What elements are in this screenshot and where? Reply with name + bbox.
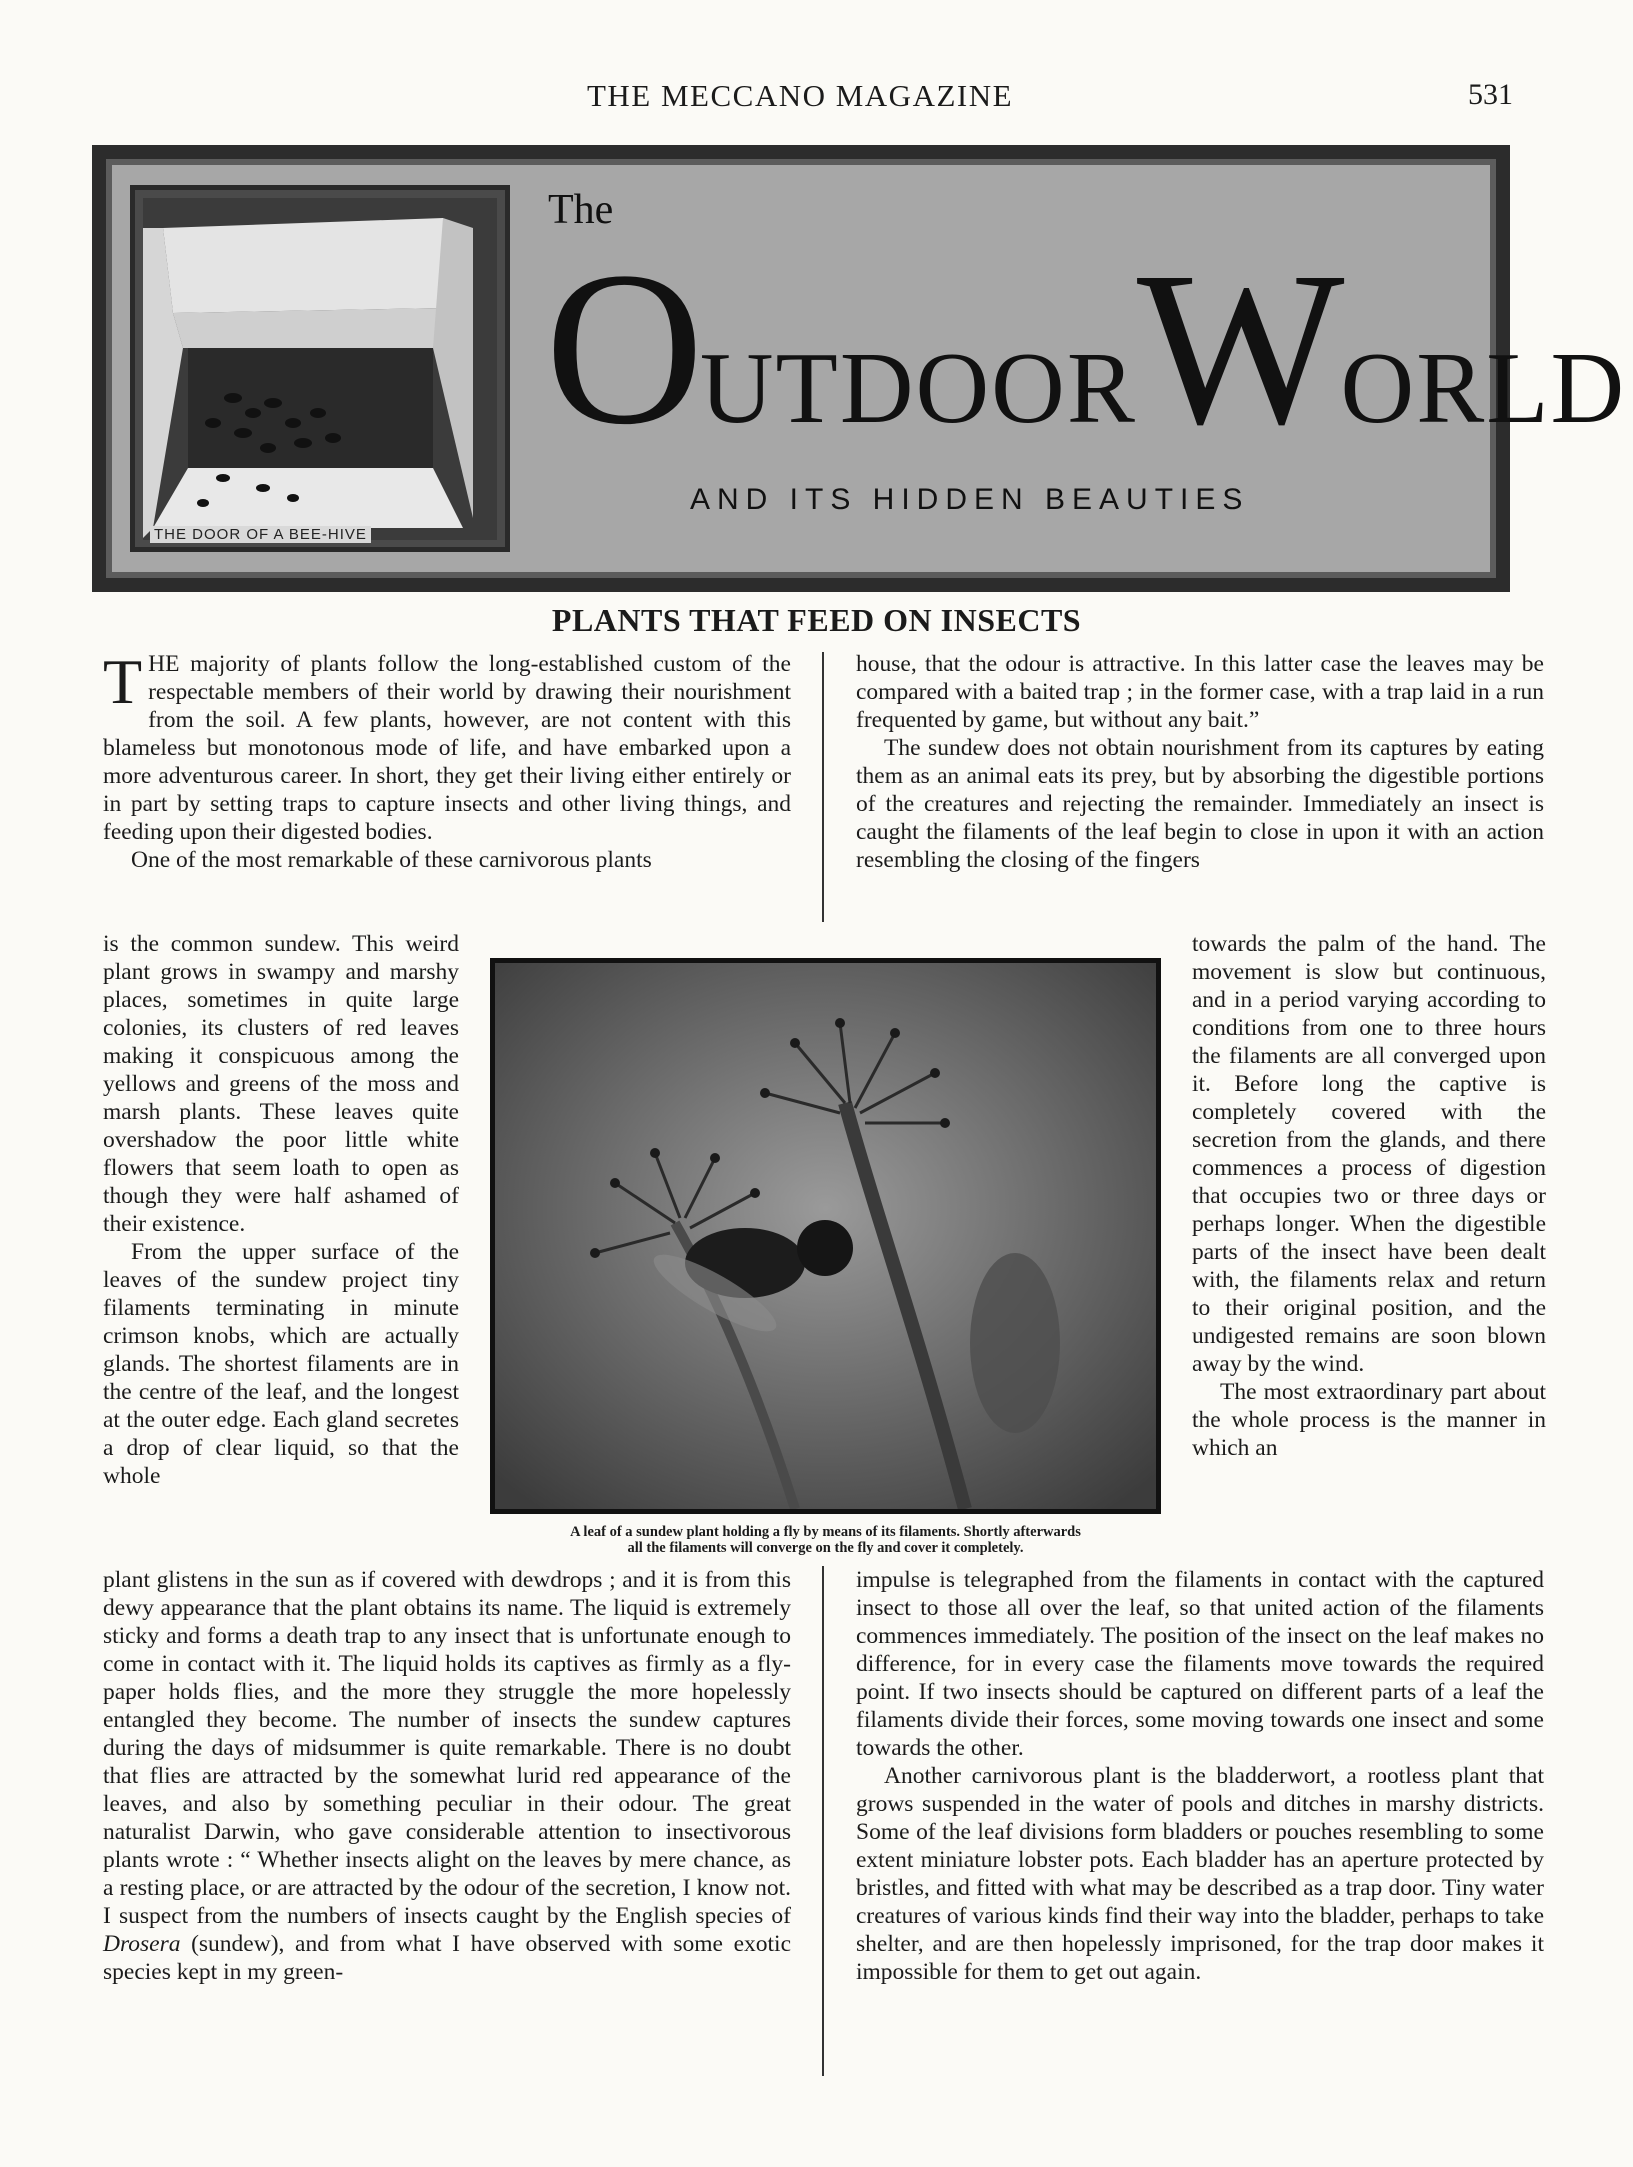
page-number: 531 xyxy=(1468,78,1513,111)
column-divider-bottom xyxy=(822,1566,824,2076)
left-column-narrow xyxy=(103,930,459,1490)
bee-hive-photo xyxy=(130,185,510,552)
running-title: THE MECCANO MAGAZINE xyxy=(586,78,1014,113)
paragraph-movement: towards the palm of the hand. The movement is slow but continuous, and in a period varying according to conditions from one to three hours the filaments are all converged upon it. Before long the captive is completely covered with the secretion from the glands, and there commences a process of digestion that occupies two or three days or perhaps longer. When the digestible parts of the insect have been dealt with, the filaments relax and return to their original position, and the undigested remains are soon blown away by the wind. xyxy=(1192,931,1546,1377)
paragraph-filaments: From the upper surface of the leaves of the sundew project tiny filaments terminating in minute crimson knobs, which are actually glands. The shortest filaments are in the centre of the leaf, and the longest at the outer edge. Each gland secretes a drop of clear liquid, so that the whole xyxy=(103,1239,459,1489)
figure-caption xyxy=(490,1524,1161,1556)
sundew-photo xyxy=(490,958,1161,1514)
paragraph-impulse: impulse is telegraphed from the filaments in contact with the captured insect to those all over the leaf, so that united action of the filaments commences immediately. The position of the insect on the leaf makes no difference, for in every case the filaments move towards the required point. If two insects should be captured on different parts of a leaf the filaments divide their forces, some moving towards one insect and some towards the other. xyxy=(856,1567,1544,1761)
paragraph-extraordinary: The most extraordinary part about the whole process is the manner in which an xyxy=(1192,1379,1546,1461)
paragraph-nourishment: The sundew does not obtain nourishment from its captures by eating them as an animal eats its prey, but by absorbing the digestible portions of the creatures and rejecting the remainder. Immediately an insect is caught the filaments of the leaf begin to close in upon it with an action resembling the closing of the fingers xyxy=(856,735,1544,873)
right-column-bottom xyxy=(856,1566,1544,1986)
banner-the: The xyxy=(548,187,614,233)
title-letter-o: O xyxy=(545,226,700,470)
article-title: PLANTS THAT FEED ON INSECTS xyxy=(551,602,1082,638)
photo-caption: THE DOOR OF A BEE-HIVE xyxy=(150,526,371,543)
italic-drosera: Drosera xyxy=(103,1931,181,1957)
paragraph-dewdrops: plant glistens in the sun as if covered with dewdrops ; and it is from this dewy appearance that the plant obtains its name. The liquid is extremely sticky and forms a death trap to any insect that is unfortunate enough to come in contact with it. The liquid holds its captives as firmly as a fly-paper holds flies, and the more they struggle the more hopelessly entangled they become. The number of insects the sundew captures during the days of midsummer is quite remarkable. There is no doubt that flies are attracted by the somewhat lurid red appearance of the leaves, and also by something peculiar in their odour. The great naturalist Darwin, who gave considerable attention to insectivorous plants wrote : “ Whether insects alight on the leaves by mere chance, as a resting place, or are attracted by the odour of the secretion, I know not. I suspect from the numbers of insects caught by the English species of xyxy=(103,1567,791,1929)
sundew-image xyxy=(495,963,1156,1509)
title-orld: ORLD xyxy=(1340,332,1627,445)
paragraph-intro: HE majority of plants follow the long-established custom of the respectable members of their world by drawing their nourishment from the soil. A few plants, however, are not content with this blameless but monotonous mode of life, and have embarked upon a more adventurous career. In short, they get their living either entirely or in part by setting traps to capture insects and other living things, and feeding upon their digested bodies. xyxy=(103,651,791,845)
left-column-bottom xyxy=(103,1566,791,1986)
paragraph-sundew-start: One of the most remarkable of these carnivorous plants xyxy=(131,847,652,873)
banner-title xyxy=(545,226,1627,470)
right-column-top xyxy=(856,650,1544,874)
title-letter-w: W xyxy=(1136,226,1341,470)
banner-subtitle: AND ITS HIDDEN BEAUTIES xyxy=(690,483,1250,516)
paragraph-dewdrops-end: (sundew), and from what I have observed with some exotic species kept in my green- xyxy=(103,1931,791,1985)
left-column-top xyxy=(103,646,791,874)
drop-cap: T xyxy=(103,646,143,717)
bee-hive-image xyxy=(143,198,497,540)
figure-caption-line2: all the filaments will converge on the fly and cover it completely. xyxy=(627,1540,1024,1556)
column-divider-top xyxy=(822,652,824,922)
paragraph-sundew-rest: is the common sundew. This weird plant grows in swampy and marshy places, sometimes in quite large colonies, its clusters of red leaves making it conspicuous among the yellows and greens of the moss and marsh plants. These leaves quite overshadow the poor little white flowers that seem loath to open as though they were half ashamed of their existence. xyxy=(103,931,459,1237)
right-column-narrow xyxy=(1192,930,1546,1462)
title-utdoor: UTDOOR xyxy=(699,332,1137,445)
paragraph-bladderwort: Another carnivorous plant is the bladderwort, a rootless plant that grows suspended in the water of pools and ditches in marshy districts. Some of the leaf divisions form bladders or pouches resembling to some extent miniature lobster pots. Each bladder has an aperture protected by bristles, and fitted with what may be described as a trap door. Tiny water creatures of various kinds find their way into the bladder, perhaps to take shelter, and are then hopelessly imprisoned, for the trap door makes it impossible for them to get out again. xyxy=(856,1763,1544,1985)
paragraph-odour: house, that the odour is attractive. In this latter case the leaves may be compared with a baited trap ; in the former case, with a trap laid in a run frequented by game, but without any bait.” xyxy=(856,651,1544,733)
figure-caption-line1: A leaf of a sundew plant holding a fly by means of its filaments. Shortly afterwards xyxy=(570,1524,1081,1540)
